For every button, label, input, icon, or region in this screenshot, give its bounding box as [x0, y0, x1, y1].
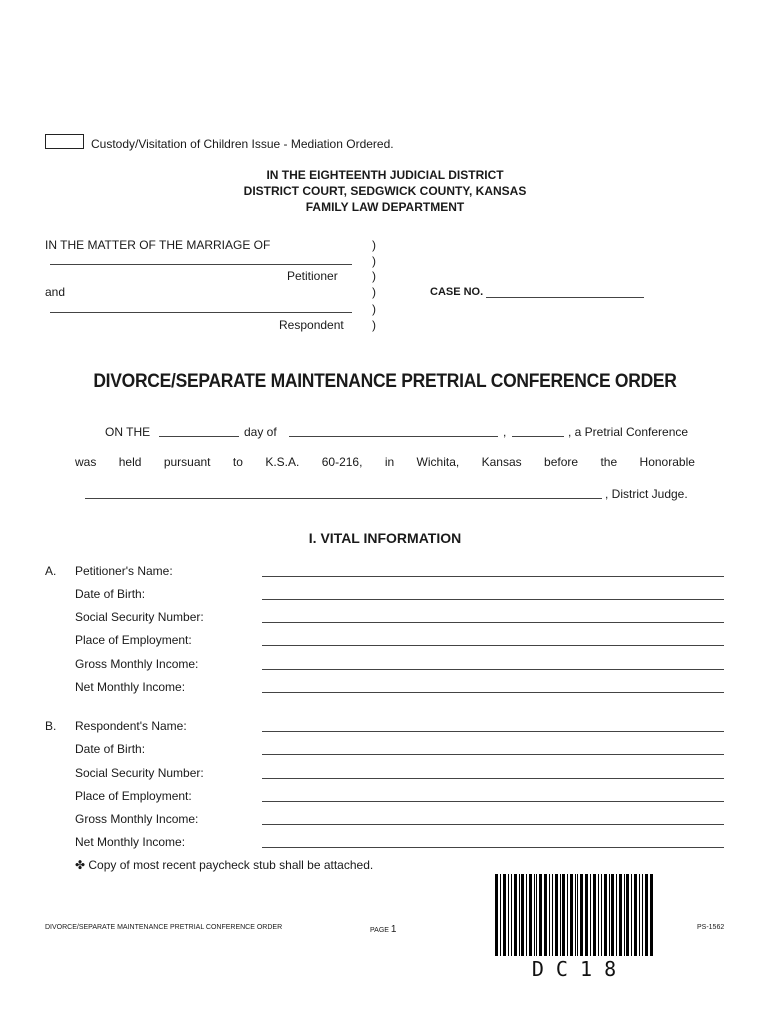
caption-paren: ) — [372, 285, 376, 299]
petitioner-employment-field[interactable] — [262, 645, 724, 646]
on-the-label: ON THE — [105, 425, 151, 439]
matter-label: IN THE MATTER OF THE MARRIAGE OF — [45, 238, 271, 252]
court-county: DISTRICT COURT, SEDGWICK COUNTY, KANSAS — [243, 184, 527, 198]
year-line[interactable] — [512, 426, 564, 437]
day-of-label: day of — [244, 425, 277, 439]
petitioner-ssn-field[interactable] — [262, 622, 724, 623]
intro-word: Wichita, — [416, 455, 460, 469]
respondent-employment-label: Place of Employment: — [75, 789, 192, 803]
caption-paren: ) — [372, 238, 376, 252]
respondent-dob-field[interactable] — [262, 754, 724, 755]
page-label: PAGE — [370, 927, 389, 934]
respondent-gross-income-field[interactable] — [262, 824, 724, 825]
intro-word: was — [75, 455, 97, 469]
month-line[interactable] — [289, 426, 498, 437]
footer-form-code: PS-1562 — [697, 924, 725, 931]
pretrial-text: , a Pretrial Conference — [568, 425, 689, 439]
respondent-ssn-field[interactable] — [262, 778, 724, 779]
petitioner-employment-label: Place of Employment: — [75, 633, 192, 647]
petitioner-net-income-label: Net Monthly Income: — [75, 680, 186, 694]
pursuant-row — [75, 455, 695, 469]
respondent-name-label: Respondent's Name: — [75, 719, 187, 733]
respondent-dob-label: Date of Birth: — [75, 742, 146, 756]
court-department: FAMILY LAW DEPARTMENT — [305, 200, 465, 214]
intro-word: Kansas — [481, 455, 522, 469]
petitioner-name-label: Petitioner's Name: — [75, 564, 173, 578]
case-no-label: CASE NO. — [430, 286, 484, 298]
custody-checkbox[interactable] — [45, 134, 84, 149]
court-district: IN THE EIGHTEENTH JUDICIAL DISTRICT — [266, 168, 504, 182]
barcode — [495, 874, 653, 956]
petitioner-gross-income-field[interactable] — [262, 669, 724, 670]
intro-word: the — [600, 455, 618, 469]
document-title: DIVORCE/SEPARATE MAINTENANCE PRETRIAL CONFERENCE ORDER — [93, 371, 677, 392]
intro-word: Honorable — [639, 455, 695, 469]
respondent-label: Respondent — [279, 318, 344, 332]
respondent-net-income-field[interactable] — [262, 847, 724, 848]
section-a-letter: A. — [45, 564, 57, 578]
paycheck-note: ✤ Copy of most recent paycheck stub shall be attached. — [75, 858, 374, 872]
petitioner-name-field[interactable] — [262, 576, 724, 577]
petitioner-label: Petitioner — [287, 269, 338, 283]
intro-word: pursuant — [163, 455, 211, 469]
respondent-name-field[interactable] — [262, 731, 724, 732]
caption-paren: ) — [372, 269, 376, 283]
respondent-gross-income-label: Gross Monthly Income: — [75, 812, 199, 826]
intro-word: held — [118, 455, 142, 469]
footer-form-title: DIVORCE/SEPARATE MAINTENANCE PRETRIAL CONFERENCE ORDER — [45, 924, 283, 931]
custody-checkbox-label: Custody/Visitation of Children Issue - Mediation Ordered. — [91, 137, 394, 151]
day-number-line[interactable] — [159, 426, 239, 437]
respondent-employment-field[interactable] — [262, 801, 724, 802]
petitioner-dob-field[interactable] — [262, 599, 724, 600]
judge-name-line[interactable] — [85, 488, 602, 499]
page-number: 1 — [390, 924, 397, 935]
section-b-letter: B. — [45, 719, 57, 733]
respondent-name-line[interactable] — [50, 302, 352, 313]
petitioner-gross-income-label: Gross Monthly Income: — [75, 657, 199, 671]
caption-paren: ) — [372, 318, 376, 332]
caption-paren: ) — [372, 254, 376, 268]
intro-word: to — [232, 455, 243, 469]
petitioner-net-income-field[interactable] — [262, 692, 724, 693]
case-no-line[interactable] — [486, 287, 644, 298]
petitioner-ssn-label: Social Security Number: — [75, 610, 204, 624]
footer-page-label — [370, 924, 396, 935]
intro-word: in — [384, 455, 395, 469]
respondent-net-income-label: Net Monthly Income: — [75, 835, 186, 849]
petitioner-dob-label: Date of Birth: — [75, 587, 146, 601]
petitioner-name-line[interactable] — [50, 254, 352, 265]
respondent-ssn-label: Social Security Number: — [75, 766, 204, 780]
section-title-vital-info: I. VITAL INFORMATION — [308, 530, 462, 546]
intro-word: K.S.A. — [265, 455, 300, 469]
intro-word: 60-216, — [321, 455, 363, 469]
district-judge-label: , District Judge. — [605, 487, 688, 501]
intro-word: before — [544, 455, 579, 469]
comma: , — [503, 425, 507, 439]
barcode-text: D C 1 8 — [531, 957, 617, 981]
and-label: and — [45, 285, 66, 299]
caption-paren: ) — [372, 302, 376, 316]
